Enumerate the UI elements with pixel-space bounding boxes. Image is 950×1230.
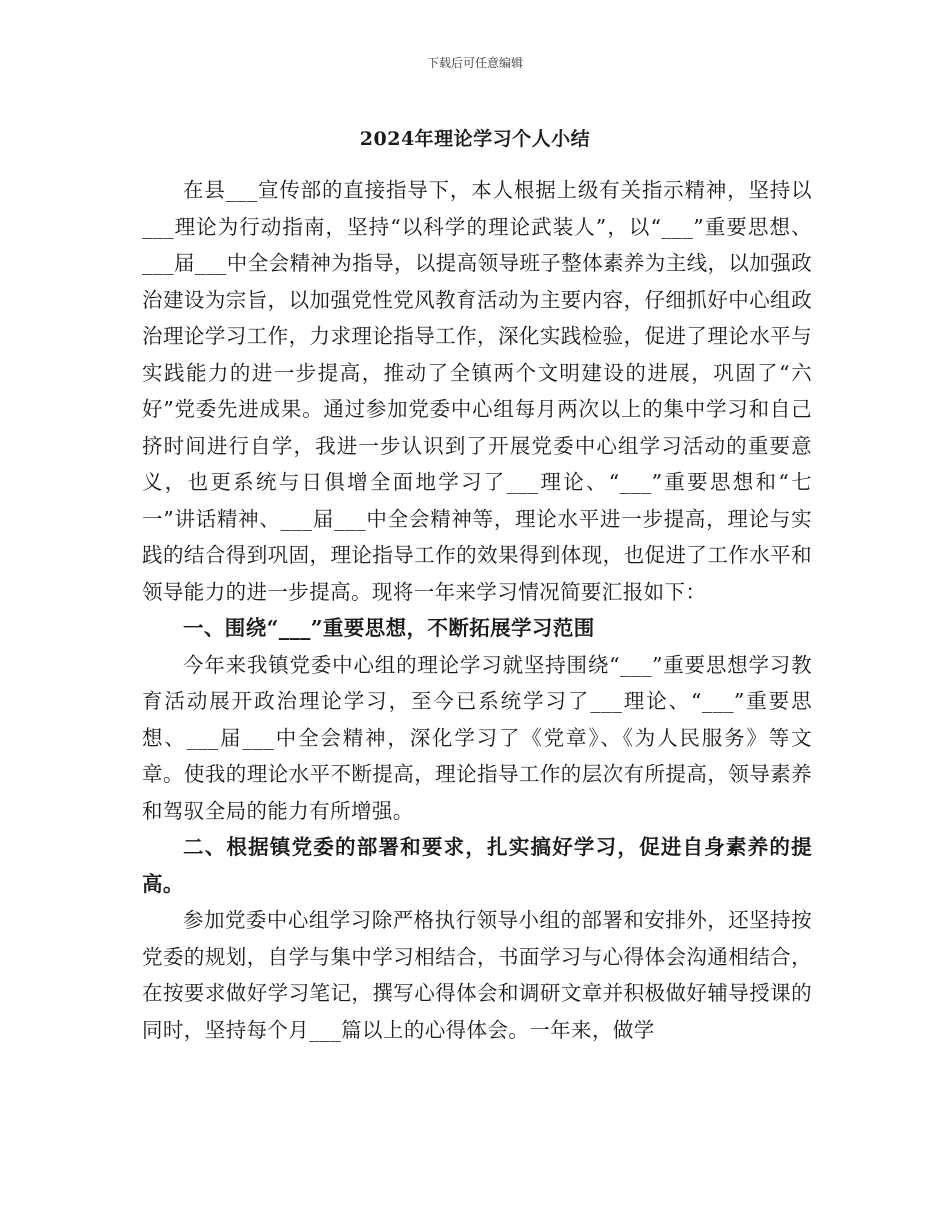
section-heading-2: 二、根据镇党委的部署和要求，扎实搞好学习，促进自身素养的提高。 — [142, 835, 812, 896]
header-note: 下载后可任意编辑 — [426, 56, 523, 70]
document-body — [142, 172, 812, 1048]
intro-paragraph: 在县___宣传部的直接指导下，本人根据上级有关指示精神，坚持以___理论为行动指南，坚持“以科学的理论武装人”，以“___”重要思想、___届___中全会精神为指导，以提高领导班子整体素养为主线，以加强政治建设为宗旨，以加强党性党风教育活动为主要内容，仔细抓好中心组政治理论学习工作，力求理论指导工作，深化实践检验，促进了理论水平与实践能力的进一步提高，推动了全镇两个文明建设的进展，巩固了“六好”党委先进成果。通过参加党委中心组每月两次以上的集中学习和自己挤时间进行自学，我进一步认识到了开展党委中心组学习活动的重要意义，也更系统与日俱增全面地学习了___理论、“___”重要思想和“七一”讲话精神、___届___中全会精神等，理论水平进一步提高，理论与实践的结合得到巩固，理论指导工作的效果得到体现，也促进了工作水平和领导能力的进一步提高。现将一年来学习情况简要汇报如下： — [142, 178, 812, 604]
section-heading-1: 一、围绕“___”重要思想，不断拓展学习范围 — [183, 616, 595, 640]
document-title: 2024年理论学习个人小结 — [359, 128, 591, 150]
section-1-paragraph: 今年来我镇党委中心组的理论学习就坚持围绕“___”重要思想学习教育活动展开政治理论学习，至今已系统学习了___理论、“___”重要思想、___届___中全会精神，深化学习了《党章》、《为人民服务》等文章。使我的理论水平不断提高，理论指导工作的层次有所提高，领导素养和驾驭全局的能力有所增强。 — [142, 652, 812, 823]
section-2-paragraph: 参加党委中心组学习除严格执行领导小组的部署和安排外，还坚持按党委的规划，自学与集中学习相结合，书面学习与心得体会沟通相结合，在按要求做好学习笔记，撰写心得体会和调研文章并积极做好辅导授课的同时，坚持每个月___篇以上的心得体会。一年来，做学 — [142, 908, 812, 1042]
